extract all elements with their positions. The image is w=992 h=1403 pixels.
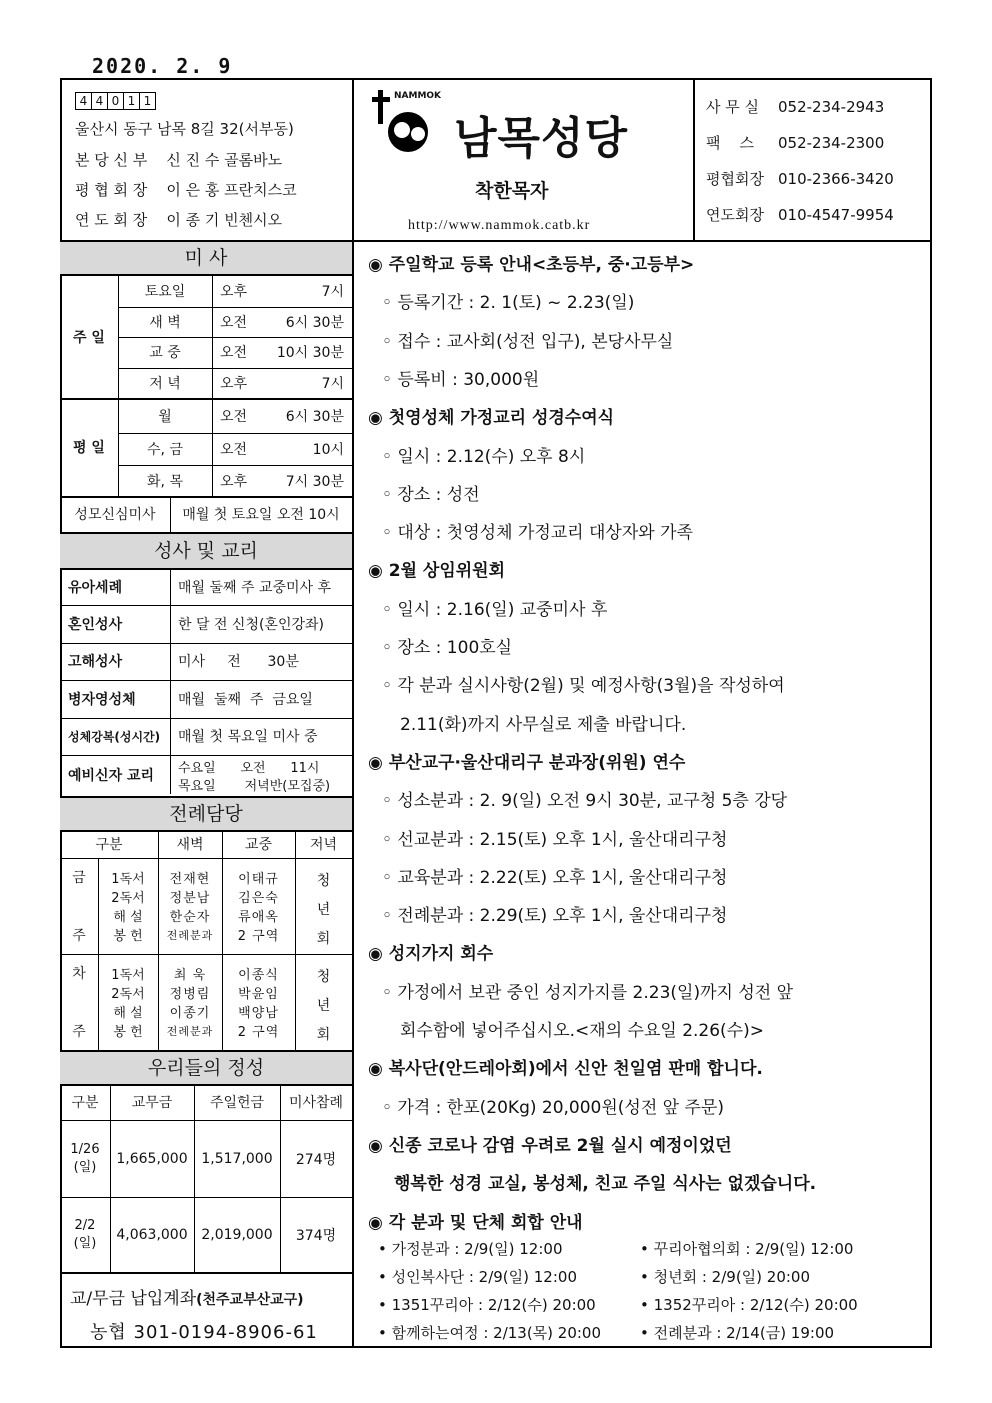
rule [212, 276, 213, 496]
sacrament-label: 성체강복(성시간) [68, 729, 161, 744]
notice-title: ◉ 주일학교 등록 안내<초등부, 중·고등부> [368, 255, 695, 275]
rule [98, 858, 99, 1050]
week-label: 금 [72, 870, 86, 886]
account-title: 교/무금 납입계좌(천주교부산교구) [70, 1289, 304, 1309]
mass-title: 미 사 [60, 242, 352, 276]
rule [222, 830, 223, 1050]
zip-digit: 1 [123, 92, 140, 110]
liturgy-evening: 회 [316, 931, 331, 947]
zip-code [75, 91, 155, 110]
liturgy-role: 봉 헌 [113, 1025, 143, 1040]
rule [118, 465, 352, 466]
sacrament-label: 유아세례 [68, 579, 123, 596]
liturgy-dawn: 전례분과 [166, 928, 214, 942]
mass-day: 월 [158, 409, 172, 426]
meeting-item: • 청년회 : 2/9(일) 20:00 [640, 1267, 811, 1286]
logo-text: 남목성당 [454, 113, 629, 164]
rule [170, 568, 171, 794]
notice-item: ◦ 등록비 : 30,000원 [382, 369, 540, 390]
contact-row [706, 132, 884, 153]
notice-title: ◉ 2월 상임위원회 [368, 561, 506, 582]
liturgy-evening: 청 [316, 969, 331, 985]
liturgy-dawn: 정병림 [169, 987, 211, 1002]
offering-date-value: 1/26 [70, 1142, 100, 1157]
address: 울산시 동구 남목 8길 32(서부동) [75, 120, 294, 138]
liturgy-main: 류애옥 [238, 910, 279, 925]
special-mass-label: 성모신심미사 [74, 507, 156, 523]
zip-digit: 0 [107, 92, 124, 110]
liturgy-header: 교중 [244, 837, 273, 853]
mass-time: 7시 30분 [285, 474, 344, 491]
offering-attendance: 374명 [295, 1228, 337, 1244]
notice-title: ◉ 첫영성체 가정교리 성경수여식 [368, 408, 615, 429]
liturgy-main: 박윤임 [238, 987, 279, 1002]
meeting-item: • 1352꾸리아 : 2/12(수) 20:00 [640, 1295, 858, 1314]
special-mass-value: 매월 첫 토요일 오전 10시 [182, 507, 340, 523]
mass-sunday-label: 주 일 [73, 330, 105, 347]
liturgy-title: 전례담당 [60, 796, 352, 832]
mass-ampm: 오전 [220, 314, 248, 331]
notice-item: ◦ 일시 : 2.12(수) 오후 8시 [382, 446, 586, 467]
offering-day-value: (일) [73, 1236, 97, 1251]
rule [295, 830, 296, 1050]
notice-item: ◦ 장소 : 100호실 [382, 638, 513, 658]
offering-date-value: 2/2 [74, 1218, 96, 1233]
sacrament-label: 고해성사 [68, 654, 123, 671]
column-divider [352, 78, 354, 1348]
zip-digit: 4 [91, 92, 108, 110]
contact-label: 연도회장 [706, 206, 764, 224]
offering-date [60, 1122, 110, 1196]
offering-attendance: 274명 [295, 1152, 337, 1168]
contact-row [706, 96, 884, 117]
notice-item: ◦ 등록기간 : 2. 1(토) ~ 2.23(일) [382, 293, 635, 314]
liturgy-evening: 년 [316, 998, 331, 1014]
notice-title: ◉ 성지가지 회수 [368, 944, 494, 965]
parish-logo [372, 90, 682, 164]
zip-digit: 1 [139, 92, 156, 110]
liturgy-main: 2 구역 [237, 1025, 280, 1040]
mass-day: 화, 목 [147, 474, 183, 491]
mass-ampm: 오전 [220, 409, 248, 426]
meeting-item: • 성인복사단 : 2/9(일) 12:00 [378, 1267, 577, 1286]
notice-item: ◦ 선교분과 : 2.15(토) 오후 1시, 울산대리구청 [382, 829, 728, 850]
contact-value: 010-2366-3420 [778, 170, 894, 188]
liturgy-dawn: 정분남 [169, 891, 211, 906]
week-label: 주 [72, 928, 86, 944]
notice-item: ◦ 접수 : 교사회(성전 입구), 본당사무실 [382, 331, 674, 352]
offering-dues: 1,665,000 [116, 1151, 188, 1167]
staff-prayer: 연 도 회 장 이 종 기 빈첸시오 [75, 211, 283, 229]
offering-header: 주일헌금 [209, 1095, 265, 1111]
notice-item: ◦ 각 분과 실시사항(2월) 및 예정사항(3월)을 작성하여 [382, 676, 785, 697]
staff-pastor: 본 당 신 부 신 진 수 골롬바노 [75, 151, 283, 169]
meeting-item: • 가정분과 : 2/9(일) 12:00 [378, 1239, 563, 1258]
offering-sunday: 2,019,000 [201, 1227, 273, 1243]
liturgy-header: 새벽 [176, 837, 204, 853]
liturgy-evening: 회 [316, 1027, 331, 1043]
offering-day-value: (일) [73, 1160, 97, 1175]
offering-date [60, 1198, 110, 1272]
logo-small-text: NAMMOK [394, 91, 442, 101]
sacrament-value: 매월 첫 목요일 미사 중 [178, 729, 318, 746]
offering-dues: 4,063,000 [116, 1227, 188, 1243]
week-label: 주 [72, 1024, 86, 1040]
liturgy-main: 이종식 [238, 968, 279, 983]
notice-title: ◉ 복사단(안드레아회)에서 신안 천일염 판매 합니다. [368, 1059, 763, 1080]
mass-time: 10시 [312, 441, 344, 458]
contact-value: 010-4547-9954 [778, 206, 894, 224]
contact-label: 팩 스 [706, 134, 755, 152]
rule [60, 718, 352, 719]
offerings-title: 우리들의 정성 [60, 1050, 352, 1086]
liturgy-dawn: 한순자 [169, 910, 211, 925]
notice-title-cont: 행복한 성경 교실, 봉성체, 친교 주일 식사는 없겠습니다. [394, 1174, 817, 1195]
sacrament-value: 매월 둘째 주 금요일 [178, 691, 313, 708]
contact-row [706, 168, 894, 189]
offering-header: 교무금 [131, 1095, 173, 1111]
offering-header: 미사참례 [288, 1095, 344, 1111]
notice-item: ◦ 교육분과 : 2.22(토) 오후 1시, 울산대리구청 [382, 867, 728, 888]
catechumen-label: 예비신자 교리 [68, 768, 155, 784]
rule [118, 433, 352, 434]
catechumen-line: 수요일 오전 11시 [178, 761, 320, 776]
liturgy-role: 해 설 [113, 1006, 143, 1021]
rule [60, 1272, 352, 1274]
staff-council: 평 협 회 장 이 은 홍 프란치스코 [75, 181, 297, 199]
liturgy-header: 구분 [95, 837, 123, 853]
sacrament-value: 미사 전 30분 [178, 654, 299, 671]
mass-time: 6시 30분 [285, 314, 344, 331]
mass-ampm: 오후 [220, 376, 248, 393]
rule [194, 1084, 195, 1272]
bulletin-date: 2020. 2. 9 [92, 54, 233, 78]
rule [60, 643, 352, 644]
notice-item: ◦ 가정에서 보관 중인 성지가지를 2.23(일)까지 성전 앞 [382, 982, 793, 1003]
notice-title: ◉ 신종 코로나 감염 우려로 2월 실시 예정이었던 [368, 1135, 732, 1156]
liturgy-role: 2독서 [111, 987, 145, 1002]
rule [60, 1197, 352, 1198]
liturgy-evening: 년 [316, 902, 331, 918]
bulletin-subtitle: 착한목자 [475, 180, 549, 202]
week-label: 차 [72, 966, 86, 982]
mass-time: 6시 30분 [285, 409, 344, 426]
notice-item-cont: 2.11(화)까지 사무실로 제출 바랍니다. [400, 714, 687, 735]
liturgy-role: 해 설 [113, 910, 143, 925]
liturgy-main: 김은숙 [238, 891, 279, 906]
meeting-item: • 꾸리아협의회 : 2/9(일) 12:00 [640, 1239, 854, 1258]
notice-item: ◦ 전례분과 : 2.29(토) 오후 1시, 울산대리구청 [382, 906, 728, 927]
mass-day: 새 벽 [149, 314, 181, 331]
contact-divider [693, 78, 695, 240]
offering-header: 구분 [71, 1095, 99, 1111]
notice-item: ◦ 장소 : 성전 [382, 484, 480, 505]
rule [118, 337, 352, 338]
website-link[interactable]: http://www.nammok.catb.kr [408, 218, 591, 233]
notice-item: ◦ 가격 : 한포(20Kg) 20,000원(성전 앞 주문) [382, 1097, 724, 1118]
mass-day: 교 중 [149, 345, 181, 362]
rule [118, 368, 352, 369]
liturgy-dawn: 전례분과 [166, 1024, 214, 1038]
mass-day: 수, 금 [147, 441, 183, 458]
account-number: 농협 301-0194-8906-61 [90, 1322, 318, 1343]
sacrament-label: 병자영성체 [68, 691, 136, 708]
liturgy-dawn: 전재현 [169, 872, 211, 887]
rule [60, 954, 352, 955]
liturgy-main: 백양남 [238, 1006, 279, 1021]
offering-sunday: 1,517,000 [201, 1151, 273, 1167]
notice-item: ◦ 대상 : 첫영성체 가정교리 대상자와 가족 [382, 523, 693, 544]
rule [110, 1084, 111, 1272]
rule [60, 1120, 352, 1121]
liturgy-header: 저녁 [309, 837, 338, 853]
liturgy-dawn: 이종기 [169, 1006, 211, 1021]
rule [118, 307, 352, 308]
contact-value: 052-234-2943 [778, 98, 885, 116]
rule [60, 680, 352, 681]
rule [280, 1084, 281, 1272]
sacrament-value: 한 달 전 신청(혼인강좌) [178, 617, 324, 634]
mass-ampm: 오후 [220, 474, 248, 491]
mass-day: 저 녁 [149, 376, 181, 393]
meeting-item: • 전례분과 : 2/14(금) 19:00 [640, 1323, 835, 1342]
rule [170, 496, 171, 532]
liturgy-evening: 청 [316, 873, 331, 889]
meeting-item: • 함께하는여정 : 2/13(목) 20:00 [378, 1323, 602, 1342]
liturgy-main: 2 구역 [237, 929, 280, 944]
liturgy-role: 2독서 [111, 891, 145, 906]
catechumen-line: 목요일 저녁반(모집중) [178, 779, 331, 794]
contact-label: 사 무 실 [706, 98, 760, 116]
mass-ampm: 오후 [220, 284, 248, 301]
contact-value: 052-234-2300 [778, 134, 885, 152]
mass-day: 토요일 [144, 284, 186, 301]
liturgy-dawn: 최 욱 [173, 968, 207, 983]
liturgy-role: 1독서 [111, 872, 145, 887]
sacrament-value: 매월 둘째 주 교중미사 후 [178, 579, 332, 596]
mass-ampm: 오전 [220, 441, 248, 458]
liturgy-main: 이태규 [238, 872, 279, 887]
notice-title: ◉ 부산교구·울산대리구 분과장(위원) 연수 [368, 752, 686, 773]
rule [60, 605, 352, 606]
contact-label: 평협회장 [706, 170, 764, 188]
contact-row [706, 204, 894, 225]
notice-item: ◦ 일시 : 2.16(일) 교중미사 후 [382, 599, 608, 620]
sacraments-title: 성사 및 교리 [60, 532, 352, 570]
notice-item: ◦ 성소분과 : 2. 9(일) 오전 9시 30분, 교구청 5층 강당 [382, 791, 788, 812]
meeting-item: • 1351꾸리아 : 2/12(수) 20:00 [378, 1295, 596, 1314]
mass-time: 7시 [321, 376, 344, 393]
liturgy-role: 봉 헌 [113, 929, 143, 944]
notice-item-cont: 회수함에 넣어주십시오.<재의 수요일 2.26(수)> [400, 1021, 764, 1041]
rule [118, 276, 119, 496]
mass-ampm: 오전 [220, 345, 248, 362]
mass-weekday-label: 평 일 [73, 439, 105, 456]
rule [60, 858, 352, 859]
rule [158, 830, 159, 1050]
zip-digit: 4 [75, 92, 92, 110]
mass-time: 10시 30분 [276, 345, 344, 362]
notice-title: ◉ 각 분과 및 단체 회합 안내 [368, 1212, 583, 1233]
sacrament-label: 혼인성사 [68, 617, 123, 634]
mass-time: 7시 [321, 284, 344, 301]
liturgy-role: 1독서 [111, 968, 145, 983]
